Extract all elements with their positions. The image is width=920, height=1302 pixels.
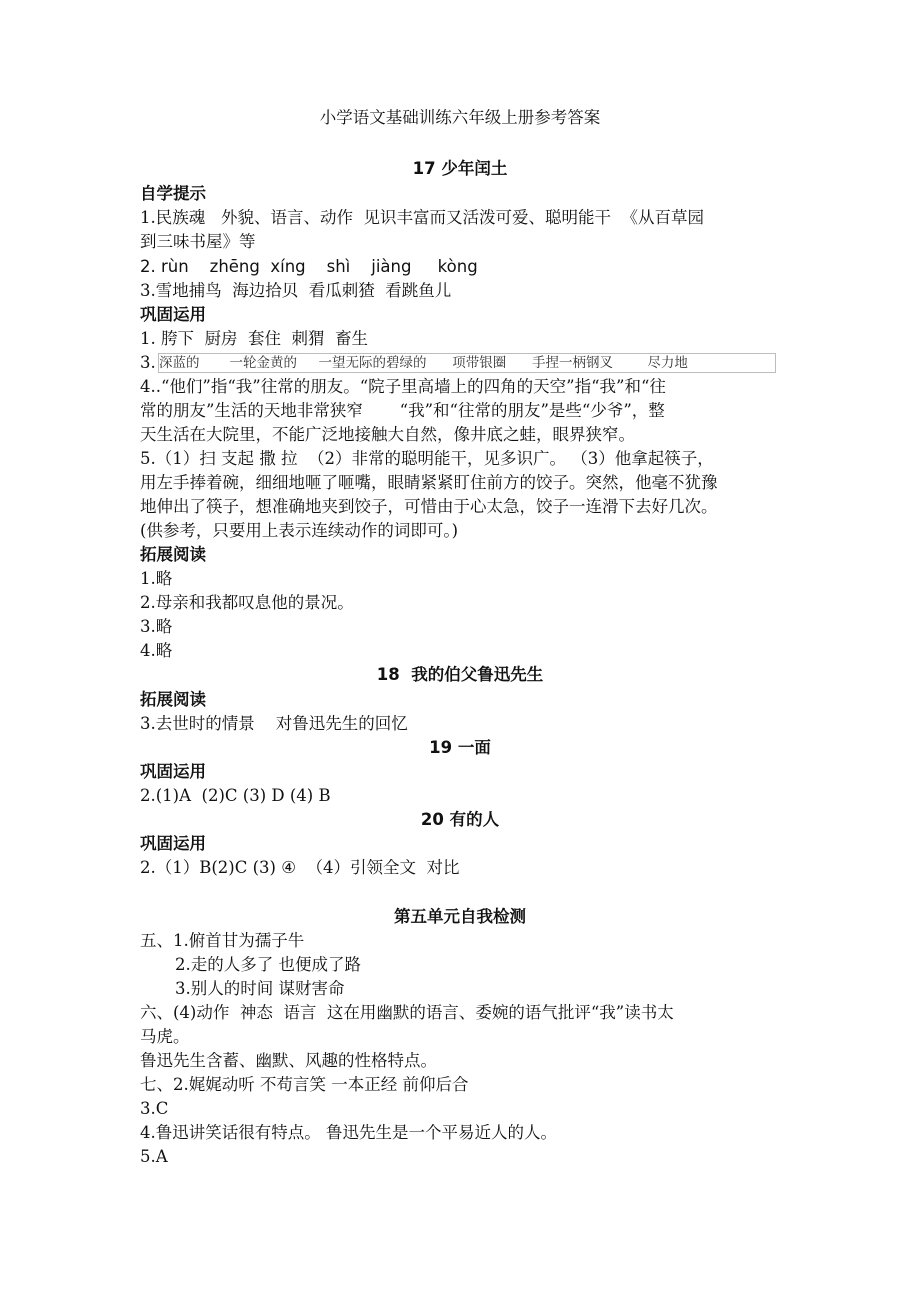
boxed-answer-row <box>140 351 780 375</box>
text-line: 1. 胯下 厨房 套住 刺猬 畜生 <box>140 329 368 348</box>
text-line: 5.（1）扫 支起 撒 拉 （2）非常的聪明能干，见多识广。 （3）他拿起筷子， <box>140 449 714 468</box>
boxed-answer: 深蓝的 一轮金黄的 一望无际的碧绿的 项带银圈 手捏一柄钢叉 尽力地 <box>158 353 776 373</box>
text-line: 2.(1)A (2)C (3) D (4) B <box>140 786 331 805</box>
text-line: 3.C <box>140 1099 169 1118</box>
item-number: 3. <box>140 353 156 372</box>
section-heading-gonggu: 巩固运用 <box>140 305 206 324</box>
text-line: 4.鲁迅讲笑话很有特点。 鲁迅先生是一个平易近人的人。 <box>140 1123 557 1142</box>
section-heading: 巩固运用 <box>140 834 206 853</box>
text-line: 3.别人的时间 谋财害命 <box>175 979 345 998</box>
section-heading-zixue: 自学提示 <box>140 184 206 203</box>
pinyin-line: 2. rùn zhēng xíng shì jiàng kòng <box>140 257 478 276</box>
text-line: 4..“他们”指“我”往常的朋友。“院子里高墙上的四角的天空”指“我”和“往 <box>140 377 666 396</box>
lesson-20-title: 20 有的人 <box>420 810 500 829</box>
text-line: 天生活在大院里，不能广泛地接触大自然，像井底之蛙，眼界狭窄。 <box>140 425 635 444</box>
text-line: 1.略 <box>140 569 173 588</box>
text-line: 六、(4)动作 神态 语言 这在用幽默的语言、委婉的语气批评“我”读书太 <box>140 1003 674 1022</box>
section-heading: 拓展阅读 <box>140 690 206 709</box>
text-line: 常的朋友”生活的天地非常狭窄 “我”和“往常的朋友”是些“少爷”，整 <box>140 401 665 420</box>
text-line: 5.A <box>140 1147 168 1166</box>
text-line: 七、2.娓娓动听 不苟言笑 一本正经 前仰后合 <box>140 1075 469 1094</box>
text-line: 马虎。 <box>140 1027 190 1046</box>
section-heading-tuozhan: 拓展阅读 <box>140 545 206 564</box>
text-line: 地伸出了筷子，想准确地夹到饺子，可惜由于心太急，饺子一连滑下去好几次。 <box>140 497 718 516</box>
text-line: 鲁迅先生含蓄、幽默、风趣的性格特点。 <box>140 1051 437 1070</box>
text-line: 1.民族魂 外貌、语言、动作 见识丰富而又活泼可爱、聪明能干 《从百草园 <box>140 208 704 227</box>
text-line: 3.雪地捕鸟 海边拾贝 看瓜刺猹 看跳鱼儿 <box>140 281 452 300</box>
unit-5-title: 第五单元自我检测 <box>394 907 526 926</box>
text-line: 4.略 <box>140 641 173 660</box>
text-line: 3.去世时的情景 对鲁迅先生的回忆 <box>140 714 408 733</box>
lesson-17-title: 17 少年闰土 <box>412 159 508 178</box>
text-line: 3.略 <box>140 617 173 636</box>
text-line: 2.（1）B(2)C (3) ④ （4）引领全文 对比 <box>140 858 460 877</box>
lesson-18-title: 18 我的伯父鲁迅先生 <box>376 665 544 684</box>
text-line: (供参考，只要用上表示连续动作的词即可。) <box>140 521 459 540</box>
text-line: 2.走的人多了 也便成了路 <box>175 955 361 974</box>
text-line: 用左手捧着碗，细细地咂了咂嘴，眼睛紧紧盯住前方的饺子。突然，他毫不犹豫 <box>140 473 718 492</box>
text-line: 到三味书屋》等 <box>140 232 256 251</box>
section-heading: 巩固运用 <box>140 762 206 781</box>
document-title: 小学语文基础训练六年级上册参考答案 <box>319 108 601 127</box>
text-line: 五、1.俯首甘为孺子牛 <box>140 931 305 950</box>
text-line: 2.母亲和我都叹息他的景况。 <box>140 593 354 612</box>
lesson-19-title: 19 一面 <box>429 738 491 757</box>
